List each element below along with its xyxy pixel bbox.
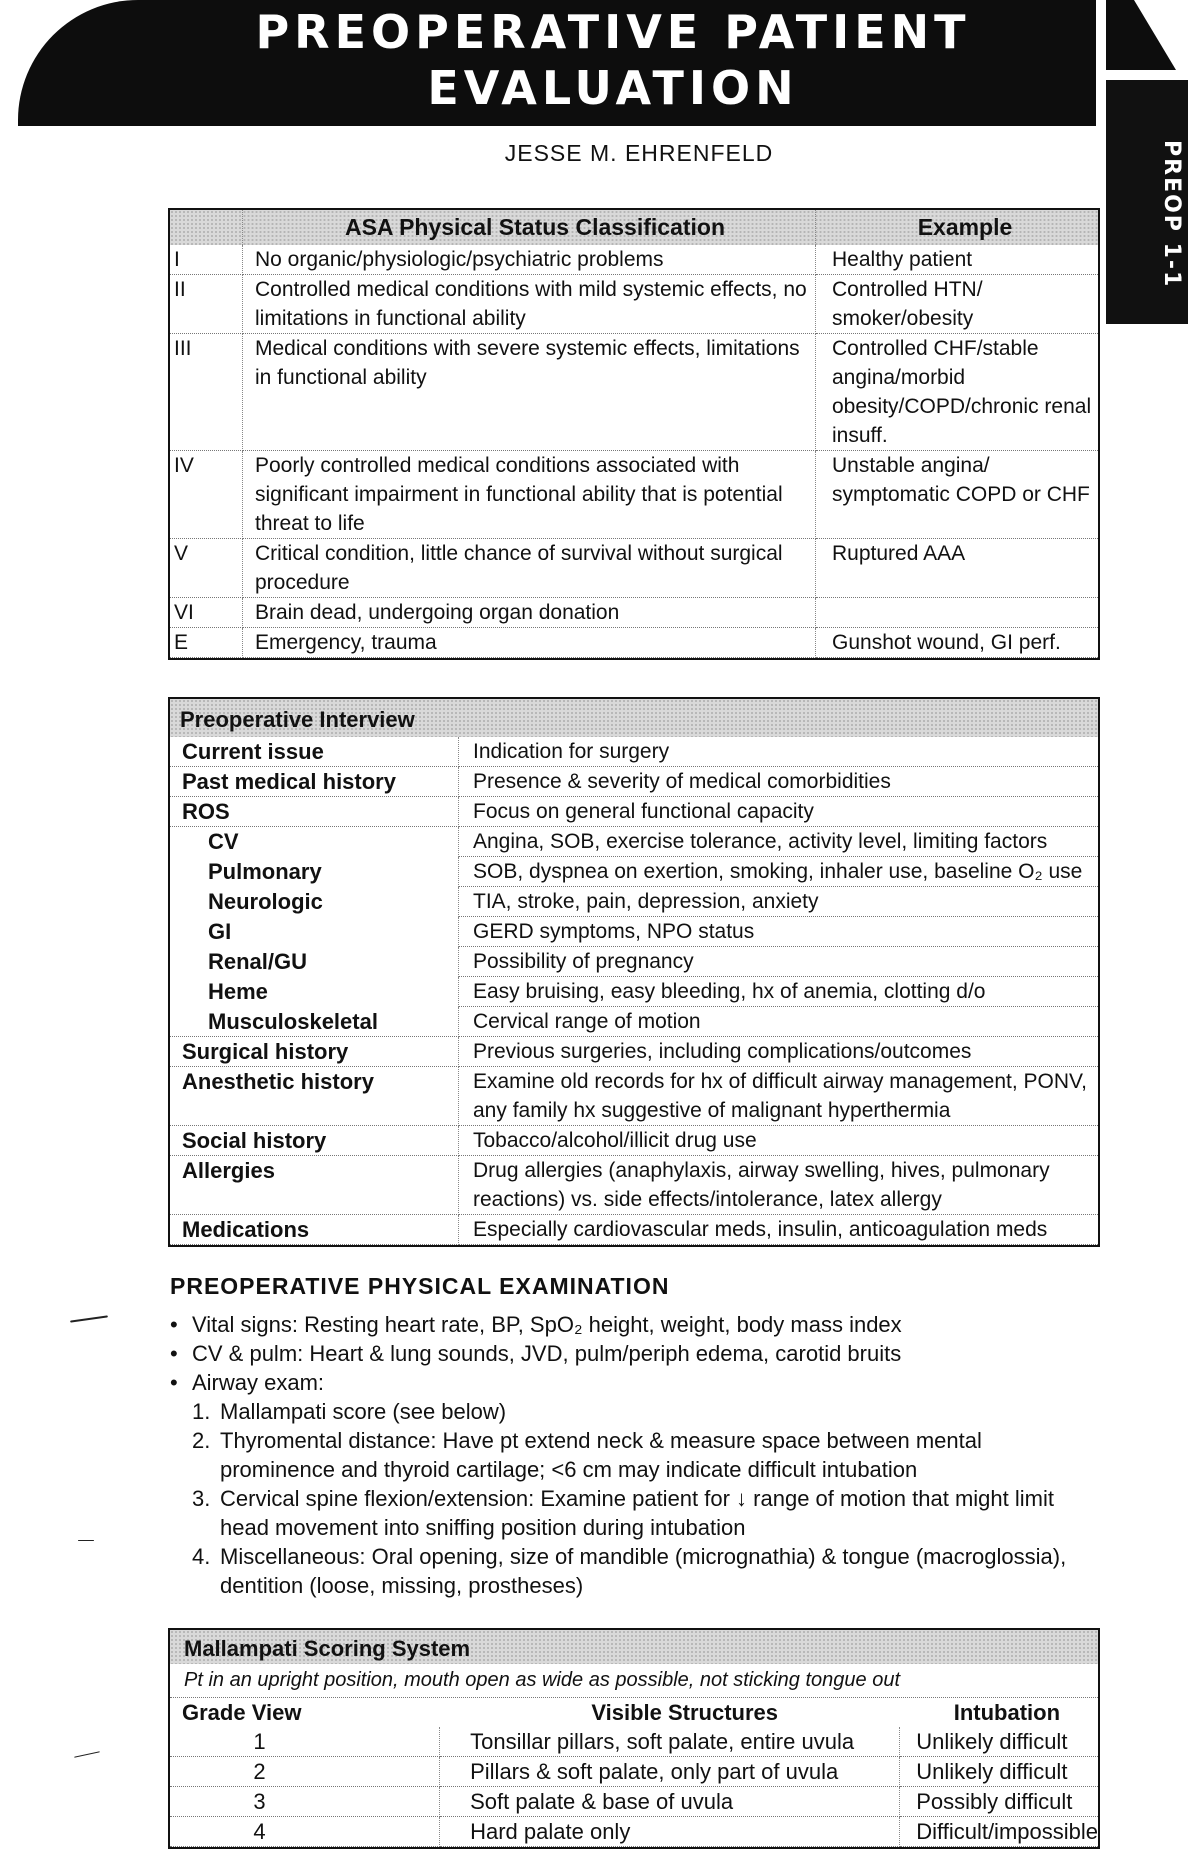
interview-key: Medications (170, 1215, 459, 1245)
airway-item-text: Cervical spine flexion/extension: Examine patient for ↓ range of motion that might limit head movement into sniffing position during intubation (220, 1486, 1054, 1540)
interview-value: Previous surgeries, including complications/outcomes (459, 1037, 1099, 1067)
interview-key: Past medical history (170, 767, 459, 797)
page-title (228, 4, 998, 116)
mallampati-structures: Soft palate & base of uvula (440, 1787, 900, 1817)
asa-row (170, 628, 1098, 658)
asa-description: No organic/physiologic/psychiatric problems (243, 245, 816, 275)
interview-key: Social history (170, 1126, 459, 1156)
asa-description: Medical conditions with severe systemic effects, limitations in functional ability (243, 334, 816, 451)
mallampati-row (170, 1757, 1098, 1787)
interview-value: Focus on general functional capacity (459, 797, 1099, 827)
physical-exam-heading: PREOPERATIVE PHYSICAL EXAMINATION (170, 1273, 670, 1299)
interview-key: CV (170, 827, 459, 857)
interview-key: Musculoskeletal (170, 1007, 459, 1037)
mallampati-intubation: Difficult/impossible (900, 1817, 1098, 1847)
asa-header-classification: ASA Physical Status Classification (243, 210, 816, 245)
asa-row (170, 598, 1098, 628)
mallampati-row (170, 1787, 1098, 1817)
asa-row (170, 539, 1098, 598)
airway-item-number: 4. (192, 1544, 211, 1569)
corner-decoration (1106, 0, 1176, 70)
mallampati-grade: 2 (170, 1757, 440, 1787)
exam-bullet: • Airway exam: (170, 1368, 1100, 1397)
asa-row (170, 245, 1098, 275)
airway-item-text: Thyromental distance: Have pt extend neck & measure space between mental prominence and thyroid cartilage; <6 cm may indicate difficult intubation (220, 1428, 982, 1482)
chapter-tab-label: PREOP 1-1 (1159, 140, 1184, 289)
asa-example: Gunshot wound, GI perf. (816, 628, 1099, 658)
interview-row (170, 857, 1098, 887)
asa-description: Emergency, trauma (243, 628, 816, 658)
mallampati-intubation: Unlikely difficult (900, 1727, 1098, 1757)
interview-row (170, 767, 1098, 797)
interview-row (170, 1126, 1098, 1156)
interview-title: Preoperative Interview (170, 699, 1098, 737)
mallampati-grade: 3 (170, 1787, 440, 1817)
interview-row (170, 887, 1098, 917)
interview-row (170, 737, 1098, 767)
interview-row (170, 947, 1098, 977)
asa-description: Poorly controlled medical conditions associated with significant impairment in functional ability that is potential threat to life (243, 451, 816, 539)
mallampati-row (170, 1817, 1098, 1847)
interview-value: Indication for surgery (459, 737, 1099, 767)
asa-row (170, 275, 1098, 334)
interview-value: Possibility of pregnancy (459, 947, 1099, 977)
asa-example: Unstable angina/ symptomatic COPD or CHF (816, 451, 1099, 539)
interview-row (170, 1067, 1098, 1126)
interview-key: ROS (170, 797, 459, 827)
asa-class: V (170, 539, 243, 598)
airway-item-number: 3. (192, 1486, 211, 1511)
author-name: JESSE M. EHRENFELD (504, 140, 774, 166)
airway-exam-item (170, 1542, 1100, 1600)
airway-exam-item (170, 1426, 1100, 1484)
asa-row (170, 451, 1098, 539)
scan-mark (78, 1540, 94, 1541)
interview-row (170, 1007, 1098, 1037)
mallampati-row (170, 1727, 1098, 1757)
airway-exam-item (170, 1397, 1100, 1426)
mallampati-intubation: Possibly difficult (900, 1787, 1098, 1817)
asa-class: IV (170, 451, 243, 539)
interview-value: Examine old records for hx of difficult airway management, PONV, any family hx suggestive of malignant hyperthermia (459, 1067, 1099, 1126)
interview-key: GI (170, 917, 459, 947)
mallampati-header-row (170, 1698, 1098, 1727)
page-title-line1: PREOPERATIVE PATIENT (255, 5, 971, 59)
asa-class: E (170, 628, 243, 658)
asa-example: Controlled CHF/stable angina/morbid obesity/COPD/chronic renal insuff. (816, 334, 1099, 451)
airway-item-text: Miscellaneous: Oral opening, size of mandible (micrognathia) & tongue (macroglossia), dentition (loose, missing, prostheses) (220, 1544, 1067, 1598)
interview-row (170, 827, 1098, 857)
interview-value: TIA, stroke, pain, depression, anxiety (459, 887, 1099, 917)
asa-example: Healthy patient (816, 245, 1099, 275)
interview-value: Angina, SOB, exercise tolerance, activity level, limiting factors (459, 827, 1099, 857)
asa-example: Ruptured AAA (816, 539, 1099, 598)
interview-row (170, 1215, 1098, 1245)
interview-key: Renal/GU (170, 947, 459, 977)
airway-item-number: 2. (192, 1428, 211, 1453)
asa-class: VI (170, 598, 243, 628)
interview-key: Neurologic (170, 887, 459, 917)
interview-value: Tobacco/alcohol/illicit drug use (459, 1126, 1099, 1156)
title-banner (18, 0, 1096, 126)
interview-value: Especially cardiovascular meds, insulin, anticoagulation meds (459, 1215, 1099, 1245)
preoperative-interview-table (168, 697, 1100, 1247)
scan-mark (70, 1315, 108, 1322)
asa-row (170, 334, 1098, 451)
mallampati-table (168, 1628, 1100, 1849)
asa-header-example: Example (917, 214, 1013, 240)
mallampati-header-intubation: Intubation (953, 1700, 1061, 1725)
asa-description: Critical condition, little chance of survival without surgical procedure (243, 539, 816, 598)
interview-value: Presence & severity of medical comorbidities (459, 767, 1099, 797)
interview-value: Cervical range of motion (459, 1007, 1099, 1037)
mallampati-structures: Hard palate only (440, 1817, 900, 1847)
asa-description: Brain dead, undergoing organ donation (243, 598, 816, 628)
scan-mark (74, 1751, 100, 1757)
interview-key: Anesthetic history (170, 1067, 459, 1126)
page-title-line2: EVALUATION (427, 61, 799, 115)
interview-value: GERD symptoms, NPO status (459, 917, 1099, 947)
interview-key: Current issue (170, 737, 459, 767)
mallampati-structures: Tonsillar pillars, soft palate, entire uvula (440, 1727, 900, 1757)
airway-item-text: Mallampati score (see below) (220, 1399, 507, 1424)
asa-class: III (170, 334, 243, 451)
physical-exam-list (170, 1310, 1100, 1600)
asa-header-row (170, 210, 1098, 245)
mallampati-note: Pt in an upright position, mouth open as wide as possible, not sticking tongue out (170, 1664, 1098, 1698)
asa-description: Controlled medical conditions with mild systemic effects, no limitations in functional ability (243, 275, 816, 334)
interview-key: Heme (170, 977, 459, 1007)
interview-row (170, 1037, 1098, 1067)
asa-class: II (170, 275, 243, 334)
mallampati-header-grade: Grade View (182, 1700, 302, 1725)
mallampati-header-structures: Visible Structures (591, 1700, 778, 1725)
interview-value: Easy bruising, easy bleeding, hx of anemia, clotting d/o (459, 977, 1099, 1007)
mallampati-intubation: Unlikely difficult (900, 1757, 1098, 1787)
chapter-tab (1106, 80, 1188, 324)
airway-exam-item (170, 1484, 1100, 1542)
author-line (0, 140, 1188, 167)
interview-key: Surgical history (170, 1037, 459, 1067)
asa-example: Controlled HTN/ smoker/obesity (816, 275, 1099, 334)
interview-value: SOB, dyspnea on exertion, smoking, inhaler use, baseline O₂ use (459, 857, 1099, 887)
interview-row (170, 797, 1098, 827)
asa-class: I (170, 245, 243, 275)
interview-key: Allergies (170, 1156, 459, 1215)
interview-row (170, 977, 1098, 1007)
asa-classification-table (168, 208, 1100, 660)
airway-item-number: 1. (192, 1399, 211, 1424)
interview-key: Pulmonary (170, 857, 459, 887)
mallampati-grade: 4 (170, 1817, 440, 1847)
exam-bullet: • Vital signs: Resting heart rate, BP, SpO₂ height, weight, body mass index (170, 1310, 1100, 1339)
interview-row (170, 917, 1098, 947)
asa-example (816, 598, 1099, 628)
exam-bullet: • CV & pulm: Heart & lung sounds, JVD, pulm/periph edema, carotid bruits (170, 1339, 1100, 1368)
mallampati-grade: 1 (170, 1727, 440, 1757)
mallampati-title: Mallampati Scoring System (170, 1630, 1098, 1664)
interview-value: Drug allergies (anaphylaxis, airway swelling, hives, pulmonary reactions) vs. side effects/intolerance, latex allergy (459, 1156, 1099, 1215)
mallampati-structures: Pillars & soft palate, only part of uvula (440, 1757, 900, 1787)
interview-row (170, 1156, 1098, 1215)
